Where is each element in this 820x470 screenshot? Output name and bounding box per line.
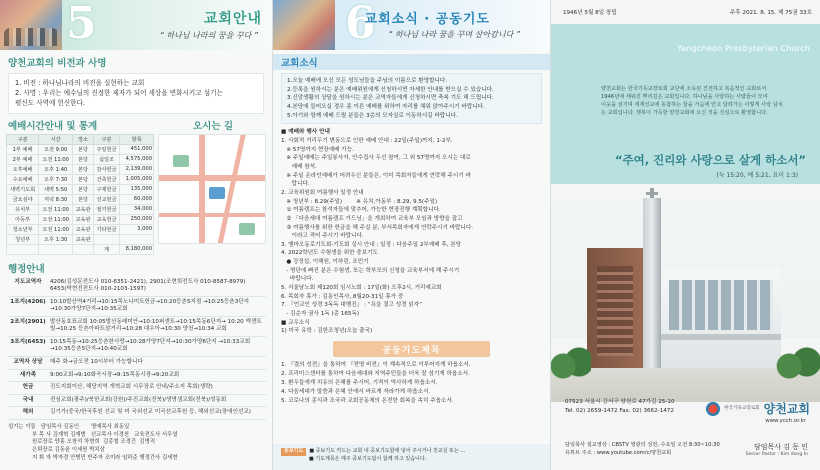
schedule-cell: 수요예배 bbox=[7, 174, 39, 184]
schedule-cell: 2,139,000 bbox=[120, 164, 154, 174]
prayer-item: 1. 『결의 성전』을 통하여 『전명 비전』이 계속적으로 이루어지게 하옵소서. bbox=[281, 362, 471, 369]
vision-line: 1. 비전 : 하나님나라의 비전을 실현하는 교회 bbox=[15, 79, 145, 87]
panel2-slogan: “ 하나님 나라 꿈을 꾸며 살아갑니다 ” bbox=[388, 30, 520, 39]
schedule-row bbox=[7, 214, 154, 224]
schedule-and-map bbox=[0, 118, 272, 255]
admin-row bbox=[8, 407, 266, 420]
panel2-header bbox=[273, 0, 550, 50]
news-title-bar bbox=[273, 54, 550, 70]
admin-row bbox=[8, 382, 266, 395]
staff-line: 원로장로 양홍 오창석 차현희 김종철 조경건 김병직 bbox=[8, 439, 156, 446]
schedule-cell: 새벽 5:50 bbox=[39, 184, 73, 194]
admin-title: 행정안내 bbox=[8, 263, 45, 275]
admin-key: 1조지(4206) bbox=[8, 296, 48, 316]
prayer-item: 4. 다음세대가 말씀과 은혜 안에서 바르게 자라가게 하옵소서. bbox=[281, 388, 431, 395]
footer-line: ■ 기도제목은 매주 중보기도팀이 함께 하고 있습니다. bbox=[309, 455, 427, 462]
schedule-cell bbox=[93, 234, 119, 244]
schedule-cell bbox=[7, 244, 39, 254]
schedule-cell: 오전 11:00 bbox=[39, 214, 73, 224]
map-title: 오시는 길 bbox=[192, 120, 233, 132]
prayer-title: 공동기도제목 bbox=[382, 345, 441, 356]
church-intro bbox=[601, 85, 808, 117]
panel1-header bbox=[0, 0, 272, 50]
schedule-cell: 1,005,000 bbox=[120, 174, 154, 184]
prayer-item: 5. 코로나의 종식과 조국과 교회공동체의 온전한 회복을 속히 주옵소서. bbox=[281, 397, 454, 404]
church-location-icon bbox=[209, 187, 225, 199]
schedule-cell bbox=[39, 244, 73, 254]
schedule-row bbox=[7, 144, 154, 154]
prayer-item: 3. 환우들에게 치유의 은혜를 주시어, 기적이 역사하게 하옵소서. bbox=[281, 379, 438, 386]
news-item: 1. 사회적 거리두기 변동으로 인한 예배 안내 : 22일(주일)까지, 1-2부. bbox=[281, 137, 453, 144]
welcome-line: 3.신앙생활의 상담을 원하시는 분은 교역자들에게 신청하시면 축복 기도 해 드립니다. bbox=[287, 95, 494, 102]
notice-section bbox=[273, 70, 550, 336]
schedule-table bbox=[6, 134, 154, 255]
senior-pastor bbox=[746, 442, 808, 457]
schedule-cell: 계 bbox=[93, 244, 119, 254]
phone-fax: Tel. 02) 2659-1472 Fax. 02) 3662-1472 bbox=[565, 407, 674, 414]
admin-key: 3조지(6453) bbox=[8, 336, 48, 356]
schedule-cell: 451,000 bbox=[120, 144, 154, 154]
vision-line: 평신도 사역에 헌신한다. bbox=[15, 99, 85, 108]
schedule-cell: 60,000 bbox=[120, 194, 154, 204]
schedule-cell: 주일헌금 bbox=[93, 144, 119, 154]
schedule-row bbox=[7, 154, 154, 164]
schedule-cell: 8,180,000 bbox=[120, 244, 154, 254]
news-item: 1) 미국 유학 : 김한조청년(오늘 출국) bbox=[281, 328, 373, 335]
footer-line: ■ 중보기도 카드는 교회 내 중보기도함에 넣어 주시거나 친교실 또는 ... bbox=[309, 448, 466, 454]
schedule-cell: 절기헌금 bbox=[93, 204, 119, 214]
schedule-cell: 135,000 bbox=[120, 184, 154, 194]
prayer-title-bar bbox=[333, 341, 490, 357]
news-item: 랍니다. bbox=[281, 181, 310, 188]
admin-value: 김기가(중국/한국후원 선교 및 미 국외선교 미국선교후원 등, 해외선교(장애인선교) bbox=[48, 407, 266, 420]
news-item: 바랍니다. bbox=[281, 276, 314, 283]
schedule-header: 구분 bbox=[93, 134, 119, 144]
established-date: 1946년 5월 8일 창립 bbox=[563, 10, 617, 16]
schedule-cell: 2부 예배 bbox=[7, 154, 39, 164]
panel1-title: 교회안내 bbox=[203, 11, 262, 27]
welcome-box bbox=[281, 73, 542, 124]
welcome-line: 5.아기와 함께 예배 드릴 분들은 3층의 모자실로 이동하시길 바랍니다. bbox=[287, 112, 458, 119]
intercession-footer bbox=[273, 444, 550, 470]
news-item: ※ 주일 온라인예배가 어려우신 분들은, 이미 목회자들에게 연락해 주시기 바 bbox=[281, 172, 471, 179]
admin-value: 진도지회이산, 해당지역 개혁교회 시무장로 안내/주소지 목회(생략) bbox=[48, 382, 266, 395]
schedule-cell: 4,575,000 bbox=[120, 154, 154, 164]
schedule-cell: 오후 7:30 bbox=[39, 174, 73, 184]
schedule-cell: 감사헌금 bbox=[93, 164, 119, 174]
news-item: ② 「다음세대 여름캠프 가드닝」을 개최하여 교육부 모임과 방향을 잡고 bbox=[281, 215, 463, 222]
schedule-row bbox=[7, 244, 154, 254]
schedule-cell: 오후 1:40 bbox=[39, 164, 73, 174]
denomination-logo-icon bbox=[706, 402, 720, 416]
news-item: 5. 서울남노회 제120회 임시노회 : 17일(화) 오후2시, 거리예교회 bbox=[281, 285, 442, 292]
intro-line: 1946년에 세워진 뿌리깊은 교회입니다. 하나님을 사랑하는 사람들이 모여 bbox=[601, 94, 768, 101]
schedule-cell: 본당 bbox=[73, 174, 94, 184]
schedule-row bbox=[7, 164, 154, 174]
cover-topline bbox=[551, 0, 820, 24]
church-building-photo bbox=[551, 188, 820, 402]
news-item: ※ 주일예배는 주일봉사자, 안수집사 우선 참여, 그 외 57명까지 오시는 대로 bbox=[281, 155, 471, 162]
staff-line: 은퇴장로 김동윤 이세원 박치삼 bbox=[8, 447, 105, 454]
schedule-cell: 250,000 bbox=[120, 214, 154, 224]
admin-value: 매주 화→금오전 10시부터 가능합니다 bbox=[48, 357, 266, 370]
intro-line: 이웃을 섬기며 세계선교에 동참하는 꿈을 가슴에 안고 달려가는 이렇게 사랑 넘치 bbox=[601, 102, 783, 109]
schedule-cell: 본당 bbox=[73, 154, 94, 164]
vision-box bbox=[8, 73, 264, 114]
church-address-block bbox=[565, 398, 675, 416]
admin-table bbox=[8, 277, 266, 420]
welcome-line: 4.본당에 들어오실 경우 좀 이른 예배를 위하여 자리를 채워 앉아주시기 바랍니다. bbox=[287, 103, 485, 110]
news-item: 2. 교육위원회 여름행사 일정 안내 bbox=[281, 189, 364, 196]
welcome-line: 1.오늘 예배에 오신 모든 성도님들을 주님의 이름으로 환영합니다. bbox=[287, 78, 448, 84]
panel-church-guide bbox=[0, 0, 272, 470]
schedule-header: 시간 bbox=[39, 134, 73, 144]
news-item: ■ 교우소식 bbox=[281, 319, 310, 326]
schedule-title: 예배시간안내 및 통계 bbox=[8, 120, 98, 132]
schedule-cell: 유치부 bbox=[7, 204, 39, 214]
church-website[interactable]: www.ycch.or.kr bbox=[765, 418, 806, 424]
section-heading: ■ 예배와 행사 안내 bbox=[281, 129, 330, 136]
intercession-tag: 중보기도 bbox=[281, 448, 306, 456]
admin-value: 발산동호표교회 10:05발산동래미안→10:10퍼센트→10:15목동6단지→ 10:20 엑센트빌→10:25 등촌아파트삼거리→10:28 대우아→10:30 양천→10:34 교회 bbox=[48, 316, 266, 336]
news-item: ① 여름캠프는 참석자들에 맞추어, 가능한 현장진행 계획합니다. bbox=[281, 207, 441, 214]
panel1-slogan: “ 하나님 나라의 꿈을 꾸다 ” bbox=[159, 31, 258, 40]
page-number: 5 bbox=[66, 0, 97, 49]
schedule-row bbox=[7, 194, 154, 204]
admin-key: 헌금 bbox=[8, 382, 48, 395]
schedule-cell: 본당 bbox=[73, 194, 94, 204]
news-item: 3. 엠마오동로기도회-기도회 실시 안내 : 일정 : 다음주일 2부예배 후, 본당 bbox=[281, 241, 462, 248]
schedule-header: 구분 bbox=[7, 134, 39, 144]
media-line: 담임목사 설교영상 : CBSTV 영광의 성전, 수요일 오전 8:30~10:30 bbox=[565, 442, 720, 448]
schedule-cell: 오전 11:00 bbox=[39, 154, 73, 164]
news-item: - 명단에 빠진 분은 수험생, 또는 학부모의 신청을 교육부서에 해 주시기 bbox=[281, 267, 460, 274]
schedule-cell: 십일조 bbox=[93, 154, 119, 164]
worship-photo bbox=[273, 0, 335, 50]
admin-value: 9:00교회→9:10화곡시장→9:15목동시장→9:20교회 bbox=[48, 369, 266, 382]
schedule-cell: 1부 예배 bbox=[7, 144, 39, 154]
panel-church-news bbox=[272, 0, 550, 470]
vision-line: 2. 사명 : 우리는 예수님의 진정한 제자가 되어 세상을 변화시키고 섬기는 bbox=[15, 89, 223, 98]
schedule-cell: 오전 11:00 bbox=[39, 204, 73, 214]
schedule-cell: 오후예배 bbox=[7, 164, 39, 174]
schedule-cell: 교육관 bbox=[73, 234, 94, 244]
admin-row bbox=[8, 296, 266, 316]
staff-line: 부 목 사 김재혁 김재범 선교목사 이경천 교육전도사 서무열 bbox=[8, 431, 178, 438]
admin-key: 국내 bbox=[8, 394, 48, 407]
vision-title: 양천교회의 비전과 사명 bbox=[8, 58, 107, 69]
schedule-cell: 34,000 bbox=[120, 204, 154, 214]
english-church-name: Yangcheon Presbyterian Church bbox=[677, 44, 810, 53]
admin-value: 10:15목동→10:25등촌한사랑→10:28가양7단지→10:30가양6단지 →10:33교회→10:35등촌5단지→10:40교회 bbox=[48, 336, 266, 356]
news-item: 4. 2022학년도 수험생을 위한 중보기도 bbox=[281, 250, 378, 257]
news-item: - 김순자 권사 1독 (총 165독) bbox=[281, 311, 360, 318]
news-item: 6. 목회자 휴가 : 김동인목사, 8월20-31일 휴가 중 bbox=[281, 293, 404, 300]
admin-key: 지도교역자 bbox=[8, 277, 48, 297]
schedule-cell: 구제헌금 bbox=[93, 184, 119, 194]
schedule-cell bbox=[73, 244, 94, 254]
schedule-cell: 오전 9:00 bbox=[39, 144, 73, 154]
schedule-cell: 본당 bbox=[73, 184, 94, 194]
schedule-cell: 저녁 8:30 bbox=[39, 194, 73, 204]
admin-key: 2조지(2901) bbox=[8, 316, 48, 336]
church-name: 양천교회 bbox=[763, 402, 810, 416]
prayer-item: 2. 프리미스센터를 통하여 다음세대와 지역주민들을 더욱 잘 섬기게 하옵소서. bbox=[281, 370, 470, 377]
schedule-cell: 아동부 bbox=[7, 214, 39, 224]
admin-row bbox=[8, 277, 266, 297]
schedule-cell: 청년부 bbox=[7, 234, 39, 244]
schedule-cell: 기타헌금 bbox=[93, 224, 119, 234]
schedule-cell: 본당 bbox=[73, 144, 94, 154]
schedule-cell bbox=[120, 234, 154, 244]
news-item: 이라고 적어 주시기 바랍니다. bbox=[281, 233, 364, 240]
location-map bbox=[158, 134, 266, 244]
admin-row bbox=[8, 316, 266, 336]
schedule-cell: 3,000 bbox=[120, 224, 154, 234]
schedule-row bbox=[7, 174, 154, 184]
schedule-row bbox=[7, 204, 154, 214]
news-item: ● 강정섭, 이해원, 이하린, 조민기 bbox=[281, 259, 369, 266]
schedule-row bbox=[7, 234, 154, 244]
address: 07523 서울시 강서구 양천로 47가길 25-10 bbox=[565, 399, 675, 405]
church-logo bbox=[706, 400, 810, 417]
staff-list bbox=[8, 424, 264, 463]
media-line: 유튜브 주소 : www.youtube.com/c/양천교회 bbox=[565, 449, 672, 456]
news-item: 7. 『언교인 성경 3독독 대행진』 : “욕을 결고 성경 읽자” bbox=[281, 302, 423, 309]
intro-line: 는 교회입니다. 행복이 가득한 양천교회에 오신 것을 진심으로 환영합니다. bbox=[601, 110, 768, 117]
schedule-cell: 교육관 bbox=[73, 204, 94, 214]
schedule-header: 항목 bbox=[120, 134, 154, 144]
admin-key: 해외 bbox=[8, 407, 48, 420]
congregation-photo bbox=[0, 0, 62, 50]
church-motto: “주여, 진리와 사랑으로 살게 하소서” bbox=[614, 153, 806, 167]
news-item: 예배 참석. bbox=[281, 163, 317, 170]
schedule-cell: 교육헌금 bbox=[93, 214, 119, 224]
news-item: ③ 여름행사를 위한 헌금을 해 주실 분, 부서목회자에게 연락주시기 바랍니다. bbox=[281, 224, 474, 231]
staff-line: 섬기는 이들 담임목사 김동인 명예목사 최동일 bbox=[8, 423, 130, 430]
pastor-english-name: Senior Pastor : Kim dong In bbox=[745, 452, 808, 457]
panel-cover bbox=[550, 0, 820, 470]
schedule-cell: 본당 bbox=[73, 164, 94, 174]
admin-row bbox=[8, 394, 266, 407]
admin-value: 전심교회(광주)/북한교회(강원)/주진교회(전북)/생명샘교회(전북)/성동회 bbox=[48, 394, 266, 407]
schedule-cell: 교육관 bbox=[73, 214, 94, 224]
pastor-name: 담임목사 김 동 인 bbox=[753, 443, 808, 451]
panel2-title: 교회소식 · 공동기도 bbox=[364, 12, 490, 27]
news-item: ※ 청년부 : 8.29(주일) ※ 유치,아동부 : 8.29, 9.5(주일) bbox=[281, 198, 438, 205]
admin-key: 새가족 bbox=[8, 369, 48, 382]
admin-row bbox=[8, 336, 266, 356]
intro-line: 양천교회는 한국기독교장로회 교단에 소속된 건전하고 복음적인 교회로서 bbox=[601, 86, 767, 92]
schedule-cell: 금요심야 bbox=[7, 194, 39, 204]
staff-line: 지 휘 자 박자경 안병민 반주자 조미라 임하준 행정간사 김세현 bbox=[8, 455, 178, 462]
schedule-header: 장소 bbox=[73, 134, 94, 144]
schedule-cell: 선교헌금 bbox=[93, 194, 119, 204]
schedule-cell: 교육관 bbox=[73, 224, 94, 234]
admin-value: 4206(김성문전도사 010-6351-2421), 2901(조현희전도사 010-8587-8979) 6453(박현진전도사 010-2103-1597) bbox=[48, 277, 266, 297]
schedule-row bbox=[7, 224, 154, 234]
issue-info: 주후 2021. 8. 15. 제 75권 33호 bbox=[729, 10, 812, 16]
welcome-line: 2.등록을 원하시는 분은 예배위원에게 신청하시면 자세한 안내를 받으실 수 있습니다. bbox=[287, 86, 494, 93]
page-number: 6 bbox=[345, 0, 376, 49]
admin-row bbox=[8, 369, 266, 382]
admin-row bbox=[8, 357, 266, 370]
denomination-name: 한국기독교장로회 bbox=[724, 405, 760, 411]
schedule-cell: 오후 1:30 bbox=[39, 234, 73, 244]
news-item: ※ 57명까지 현장예배 가능. bbox=[281, 146, 354, 153]
prayer-list bbox=[281, 361, 542, 406]
schedule-row bbox=[7, 184, 154, 194]
motto-reference: (눅 15:20, 예 5:21, 요이 1:3) bbox=[716, 172, 798, 179]
schedule-cell: 새벽기도회 bbox=[7, 184, 39, 194]
schedule-cell: 청소년부 bbox=[7, 224, 39, 234]
admin-value: 10:10발산역4거리→10:15목노니미트헌금→10:20등촌5지점 →10:25등촌3단지→10:30가양7단지→10:35교회 bbox=[48, 296, 266, 316]
admin-key: 교역자 상담 bbox=[8, 357, 48, 370]
schedule-cell: 오전 11:00 bbox=[39, 224, 73, 234]
news-title: 교회소식 bbox=[281, 58, 318, 69]
schedule-cell: 건축헌금 bbox=[93, 174, 119, 184]
